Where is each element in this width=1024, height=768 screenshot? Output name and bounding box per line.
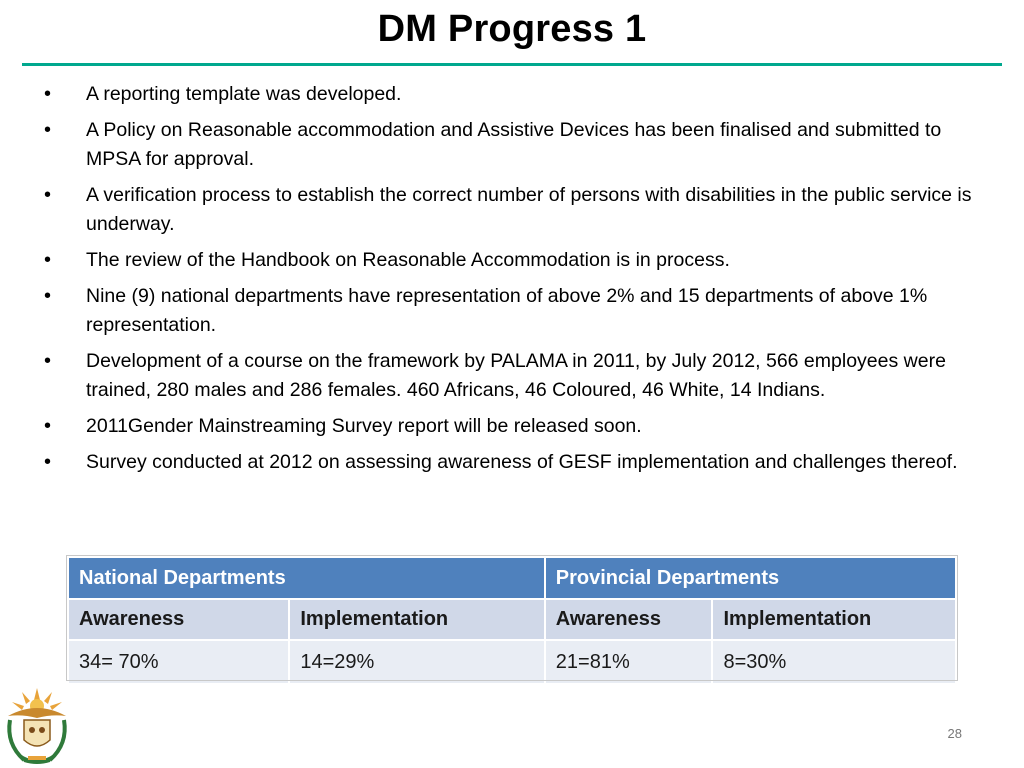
bullet-item: [44, 282, 974, 340]
bullet-marker: •: [44, 350, 52, 372]
bullet-marker: •: [44, 451, 52, 473]
bullet-marker: •: [44, 119, 52, 141]
national-implementation-header: Implementation: [289, 599, 544, 640]
slide-title: DM Progress 1: [377, 8, 647, 50]
bullet-item: [44, 246, 974, 275]
table-subheader-row: [68, 599, 956, 640]
bullet-text: 2011Gender Mainstreaming Survey report will be released soon.: [86, 415, 642, 437]
bullet-item: [44, 80, 974, 109]
title-divider: [22, 63, 1002, 66]
coat-of-arms-icon: [2, 686, 72, 766]
national-implementation-value: 14=29%: [289, 640, 544, 684]
bullet-marker: •: [44, 285, 52, 307]
provincial-implementation-value: 8=30%: [712, 640, 956, 684]
bullet-marker: •: [44, 184, 52, 206]
national-departments-header: National Departments: [68, 557, 545, 599]
bullet-marker: •: [44, 83, 52, 105]
bullet-text: Nine (9) national departments have representation of above 2% and 15 departments of above 1% representation.: [86, 285, 928, 336]
provincial-awareness-header: Awareness: [545, 599, 713, 640]
provincial-implementation-header: Implementation: [712, 599, 956, 640]
bullet-item: [44, 412, 974, 441]
national-awareness-header: Awareness: [68, 599, 289, 640]
page-number: 28: [947, 726, 962, 741]
bullet-text: Survey conducted at 2012 on assessing awareness of GESF implementation and challenges thereof.: [86, 451, 958, 473]
departments-table: [67, 556, 957, 685]
provincial-awareness-value: 21=81%: [545, 640, 713, 684]
national-awareness-value: 34= 70%: [68, 640, 289, 684]
table-row: [68, 640, 956, 684]
bullet-text: A verification process to establish the correct number of persons with disabilities in the public service is underway.: [86, 184, 972, 235]
bullet-marker: •: [44, 415, 52, 437]
bullet-text: A Policy on Reasonable accommodation and Assistive Devices has been finalised and submitted to MPSA for approval.: [86, 119, 942, 170]
bullet-item: [44, 448, 974, 477]
bullet-text: Development of a course on the framework by PALAMA in 2011, by July 2012, 566 employees were trained, 280 males and 286 females. 460 Africans, 46 Coloured, 46 White, 14 Indians.: [86, 350, 946, 401]
bullet-list: [44, 80, 974, 484]
bullet-item: [44, 116, 974, 174]
bullet-text: The review of the Handbook on Reasonable Accommodation is in process.: [86, 249, 730, 271]
bullet-item: [44, 181, 974, 239]
bullet-item: [44, 347, 974, 405]
table-group-header-row: [68, 557, 956, 599]
bullet-marker: •: [44, 249, 52, 271]
bullet-text: A reporting template was developed.: [86, 83, 402, 105]
provincial-departments-header: Provincial Departments: [545, 557, 956, 599]
